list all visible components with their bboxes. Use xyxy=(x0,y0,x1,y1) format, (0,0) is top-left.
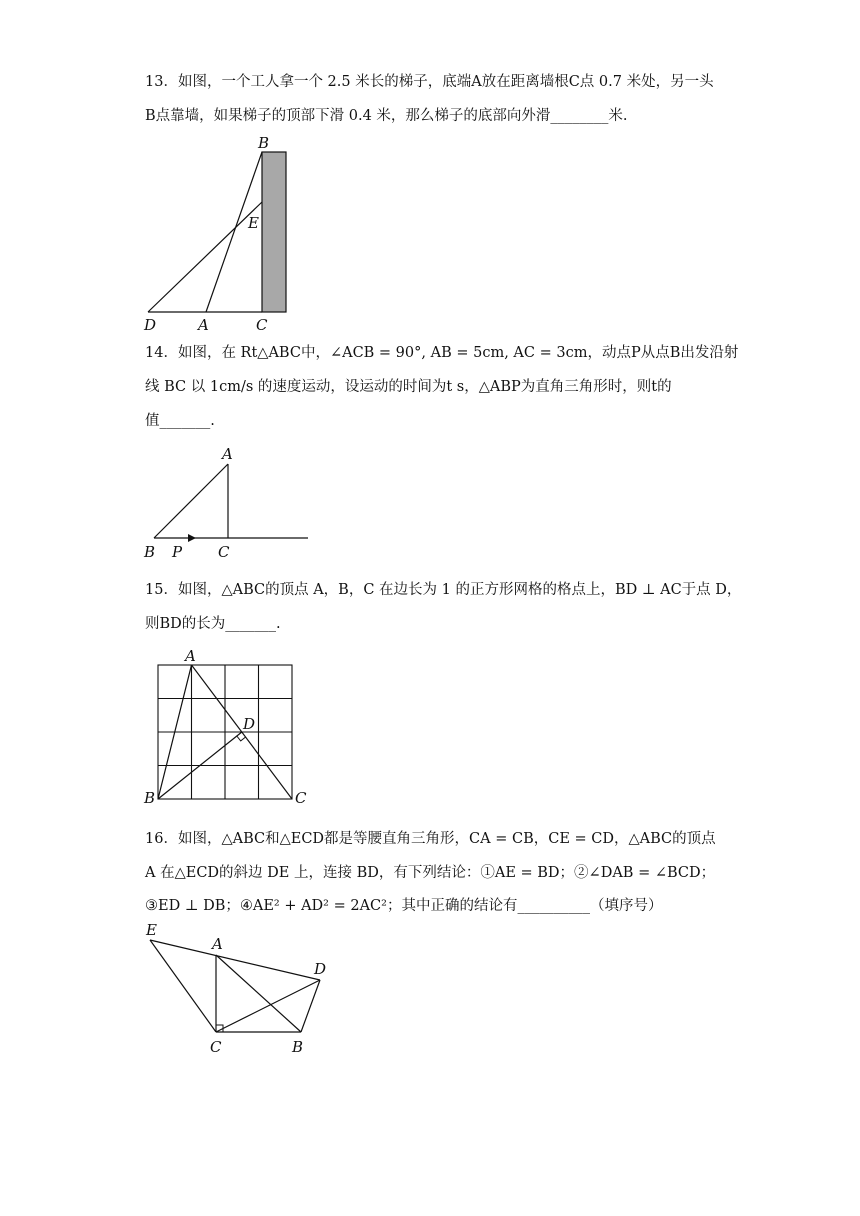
q16-line-2: A 在△ECD的斜边 DE 上，连接 BD，有下列结论：①AE = BD；②∠DAB = ∠BCD； xyxy=(145,865,716,881)
q13-line-2: B点靠墙，如果梯子的顶部下滑 0.4 米，那么梯子的底部向外滑________米. xyxy=(145,108,628,124)
label-d: D xyxy=(144,316,157,334)
segment-ed xyxy=(150,940,320,980)
ladder-ab xyxy=(206,152,262,312)
label-a: A xyxy=(222,445,233,463)
q13-ladder-figure xyxy=(140,132,300,334)
ladder-de xyxy=(148,202,262,312)
side-ab xyxy=(154,464,228,538)
label-e: E xyxy=(248,214,259,232)
wall xyxy=(262,152,286,312)
q14-line-3: 值_______. xyxy=(145,413,215,429)
label-a: A xyxy=(198,316,209,334)
label-c: C xyxy=(218,543,230,561)
q13-line-1: 13．如图，一个工人拿一个 2.5 米长的梯子，底端A放在距离墙根C点 0.7 米处，另一头 xyxy=(145,74,714,90)
segment-ab xyxy=(216,955,301,1032)
q14-line-2: 线 BC 以 1cm/s 的速度运动，设运动的时间为t s，△ABP为直角三角形时，则t的 xyxy=(145,379,672,395)
q16-line-1: 16．如图，△ABC和△ECD都是等腰直角三角形，CA = CB，CE = CD，△ABC的顶点 xyxy=(145,831,716,847)
q15-line-1: 15．如图，△ABC的顶点 A，B，C 在边长为 1 的正方形网格的格点上，BD ⊥ AC于点 D， xyxy=(145,582,742,598)
q16-line-3: ③ED ⊥ DB；④AE² + AD² = 2AC²；其中正确的结论有__________（填序号） xyxy=(145,898,663,914)
q15-grid-figure xyxy=(140,646,316,810)
q15-line-2: 则BD的长为_______. xyxy=(145,616,281,632)
q14-triangle-figure xyxy=(140,440,312,562)
q16-triangles-figure xyxy=(140,918,340,1060)
label-p: P xyxy=(172,543,183,561)
motion-arrow-icon xyxy=(188,534,196,542)
label-b: B xyxy=(258,134,270,152)
label-a: A xyxy=(185,647,196,665)
label-c: C xyxy=(210,1038,222,1056)
label-b: B xyxy=(292,1038,304,1056)
label-b: B xyxy=(144,543,156,561)
label-d: D xyxy=(243,715,256,733)
label-e: E xyxy=(146,921,157,939)
right-angle-mark xyxy=(237,736,246,741)
label-d: D xyxy=(314,960,327,978)
q14-line-1: 14．如图，在 Rt△ABC中，∠ACB = 90°, AB = 5cm, AC = 3cm，动点P从点B出发沿射 xyxy=(145,345,739,361)
label-b: B xyxy=(144,789,156,807)
square-grid xyxy=(158,665,292,799)
label-c: C xyxy=(295,789,307,807)
label-a: A xyxy=(212,935,223,953)
label-c: C xyxy=(256,316,268,334)
